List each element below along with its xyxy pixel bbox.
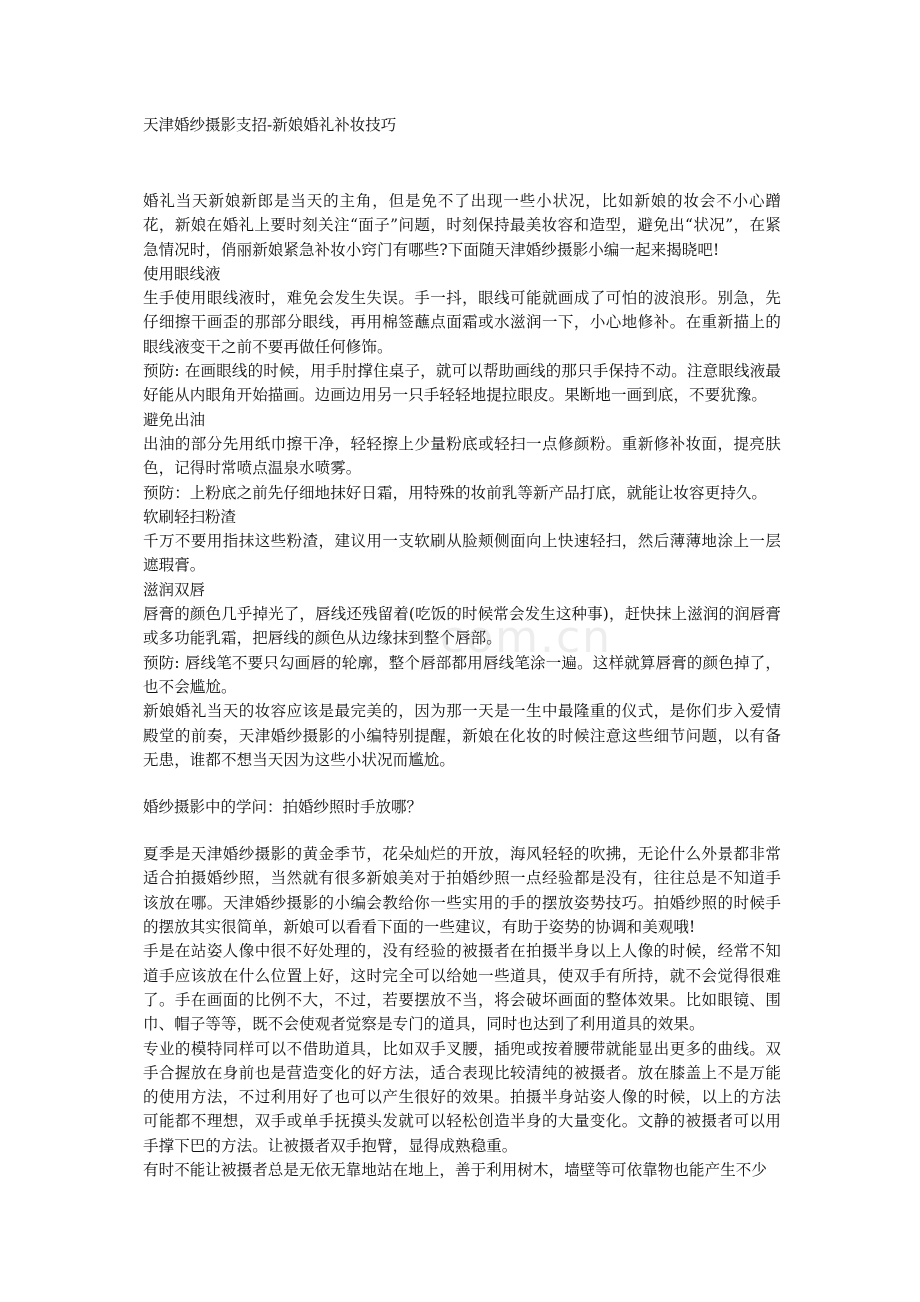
spacer	[143, 820, 781, 842]
paragraph: 有时不能让被摄者总是无依无靠地站在地上，善于利用树木，墙壁等可依靠物也能产生不少	[143, 1160, 768, 1179]
paragraph: 唇膏的颜色几乎掉光了，唇线还残留着(吃饭的时候常会发生这种事)，赶快抹上滋润的润唇膏或多功能乳霜，把唇线的颜色从边缘抹到整个唇部。	[143, 605, 781, 648]
document-page	[143, 112, 781, 1182]
paragraph: 出油的部分先用纸巾擦干净，轻轻擦上少量粉底或轻扫一点修颜粉。重新修补妆面，提亮肤色，记得时常喷点温泉水喷雾。	[143, 434, 781, 478]
section-heading: 滋润双唇	[143, 580, 206, 599]
section-heading: 使用眼线液	[143, 264, 221, 283]
paragraph: 预防: 唇线笔不要只勾画唇的轮廓，整个唇部都用唇线笔涂一遍。这样就算唇膏的颜色掉了，也不会尴尬。	[143, 653, 781, 696]
watermark: com.cn	[440, 612, 613, 663]
spacer	[143, 138, 781, 189]
paragraph: 新娘婚礼当天的妆容应该是最完美的，因为那一天是一生中最隆重的仪式，是你们步入爱情殿堂的前奏，天津婚纱摄影的小编特别提醒，新娘在化妆的时候注意这些细节问题，以有备无患，谁都不想当天因为这些小状况而尴尬。	[143, 702, 781, 769]
paragraph: 预防: 在画眼线的时候，用手肘撑住桌子，就可以帮助画线的那只手保持不动。注意眼线液最好能从内眼角开始描画。边画边用另一只手轻轻地提拉眼皮。果断地一画到底，不要犹豫。	[143, 362, 781, 405]
spacer	[143, 772, 781, 794]
paragraph: 专业的模特同样可以不借助道具，比如双手叉腰，插兜或按着腰带就能显出更多的曲线。双手合握放在身前也是营造变化的好方法，适合表现比较清纯的被摄者。放在膝盖上不是万能的使用方法，不过利用好了也可以产生很好的效果。拍摄半身站姿人像的时候，以上的方法可能都不理想，双手或单手抚摸头发就可以轻松创造半身的大量变化。文静的被摄者可以用手撑下巴的方法。让被摄者双手抱臂，显得成熟稳重。	[143, 1039, 781, 1155]
paragraph: 夏季是天津婚纱摄影的黄金季节，花朵灿烂的开放，海风轻轻的吹拂，无论什么外景都非常适合拍摄婚纱照，当然就有很多新娘美对于拍婚纱照一点经验都是没有，往往总是不知道手该放在哪。天津婚纱摄影的小编会教给你一些实用的手的摆放姿势技巧。拍婚纱照的时候手的摆放其实很简单，新娘可以看看下面的一些建议，有助于姿势的协调和美观哦!	[143, 845, 781, 937]
intro-paragraph: 婚礼当天新娘新郎是当天的主角，但是免不了出现一些小状况，比如新娘的妆会不小心蹭花，新娘在婚礼上要时刻关注“面子”问题，时刻保持最美妆容和造型，避免出“状况”，在紧急情况时，俏丽新娘紧急补妆小窍门有哪些?下面随天津婚纱摄影小编一起来揭晓吧!	[143, 192, 781, 259]
paragraph: 预防：上粉底之前先仔细地抹好日霜，用特殊的妆前乳等新产品打底，就能让妆容更持久。	[143, 483, 768, 502]
section-heading: 避免出油	[143, 410, 206, 429]
section2-title: 婚纱摄影中的学问：拍婚纱照时手放哪？	[143, 798, 423, 817]
section-heading: 软刷轻扫粉渣	[143, 507, 237, 526]
document-title: 天津婚纱摄影支招-新娘婚礼补妆技巧	[143, 116, 397, 134]
paragraph: 生手使用眼线液时，难免会发生失误。手一抖，眼线可能就画成了可怕的波浪形。别急，先仔细擦干画歪的那部分眼线，再用棉签蘸点面霜或水滋润一下，小心地修补。在重新描上的眼线液变干之前不要再做任何修饰。	[143, 289, 781, 356]
paragraph: 手是在站姿人像中很不好处理的，没有经验的被摄者在拍摄半身以上人像的时候，经常不知道手应该放在什么位置上好，这时完全可以给她一些道具，使双手有所持，就不会觉得很难了。手在画面的比例不大，不过，若要摆放不当，将会破坏画面的整体效果。比如眼镜、围巾、帽子等等，既不会使观者觉察是专门的道具，同时也达到了利用道具的效果。	[143, 942, 781, 1034]
paragraph: 千万不要用指抹这些粉渣，建议用一支软刷从脸颊侧面向上快速轻扫，然后薄薄地涂上一层遮瑕膏。	[143, 532, 781, 575]
